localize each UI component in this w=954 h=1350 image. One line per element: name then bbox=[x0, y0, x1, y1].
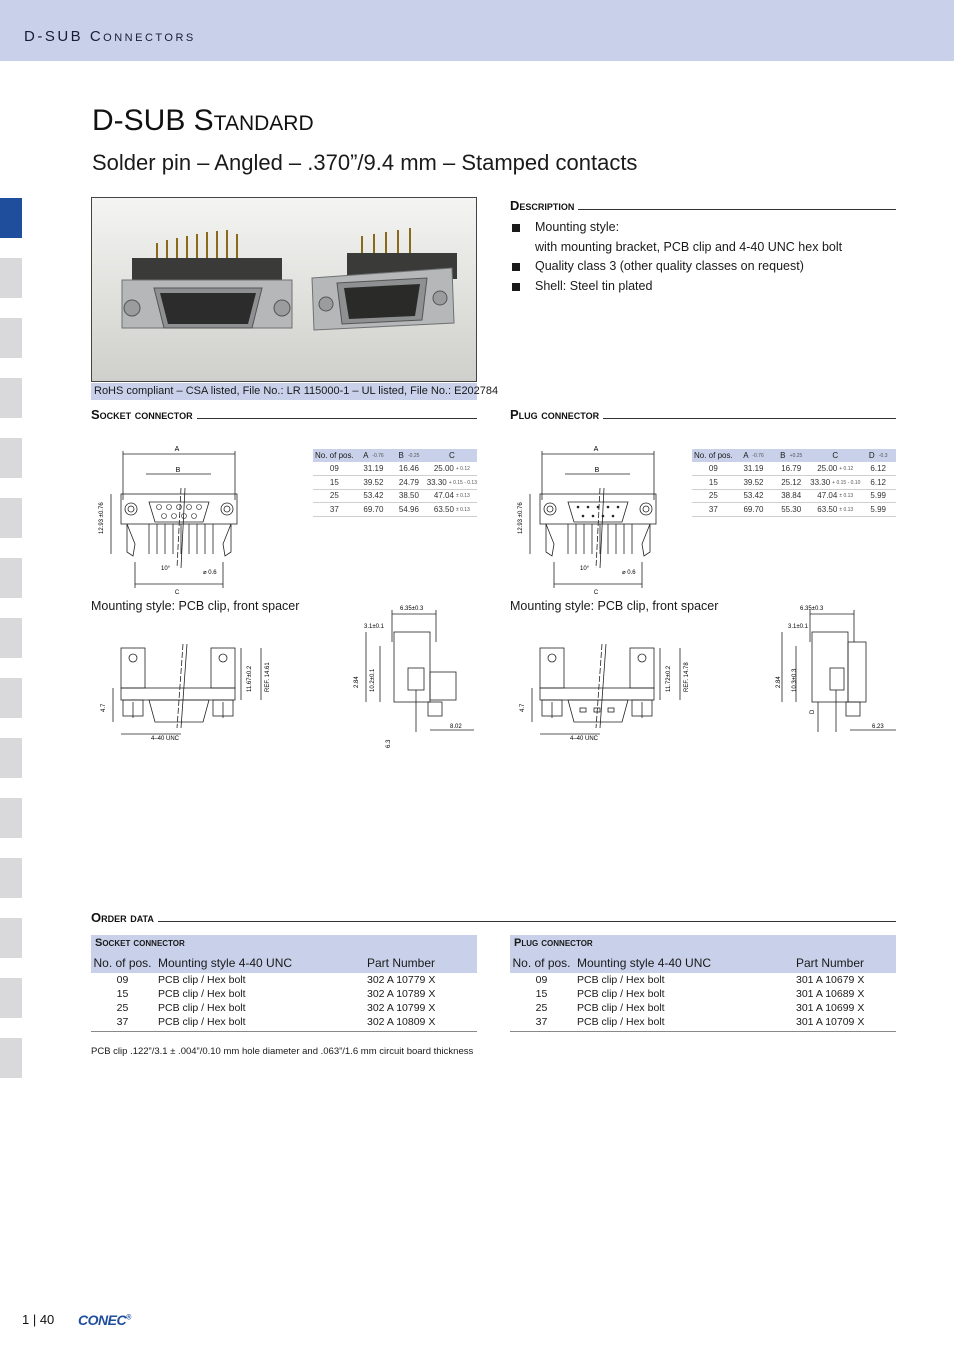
table-row: 37 PCB clip / Hex bolt 301 A 10709 X bbox=[535, 1016, 865, 1028]
side-tab[interactable] bbox=[0, 618, 22, 658]
socket-heading-label: Socket connector bbox=[91, 407, 193, 422]
table-row: 15 PCB clip / Hex bolt 301 A 10689 X bbox=[535, 988, 865, 1000]
heading-rule bbox=[578, 209, 896, 210]
table-row: 25 PCB clip / Hex bolt 302 A 10799 X bbox=[116, 1002, 436, 1014]
table-row: 09 31.19 16.46 25.00 + 0.12 bbox=[313, 462, 477, 476]
page-number: 1 | 40 bbox=[22, 1312, 55, 1327]
plug-mount-side-drawing bbox=[770, 602, 898, 752]
table-row: 15 PCB clip / Hex bolt 302 A 10789 X bbox=[116, 988, 436, 1000]
socket-mount-caption: Mounting style: PCB clip, front spacer bbox=[91, 599, 300, 613]
category-title: D-SUB Connectors bbox=[24, 28, 196, 45]
dim-label-c: C bbox=[174, 590, 180, 596]
socket-mount-front-drawing bbox=[91, 620, 291, 750]
dim-label-ref: REF. 14.78 bbox=[684, 662, 690, 692]
dim-label-d3: 10.2±0.1 bbox=[370, 668, 376, 692]
dim-label-d5: 6.23 bbox=[872, 724, 884, 730]
dim-label-unc: 4–40 UNC bbox=[151, 736, 180, 742]
dim-label-h2: 4.7 bbox=[101, 703, 107, 712]
column-header: No. of pos. bbox=[512, 955, 571, 970]
side-tab[interactable] bbox=[0, 798, 22, 838]
dim-label-d4: D bbox=[810, 709, 816, 714]
page-title: D-SUB Standard bbox=[92, 104, 314, 137]
description-list bbox=[512, 218, 892, 296]
dim-label-angle: 10° bbox=[161, 566, 171, 572]
dim-label-d3: 10.3±0.3 bbox=[792, 668, 798, 692]
table-bottom-rule bbox=[91, 1031, 477, 1032]
conec-logo: CONEC® bbox=[78, 1312, 131, 1328]
side-tab[interactable] bbox=[0, 858, 22, 898]
table-row: 37 69.70 54.96 63.50 ± 0.13 bbox=[313, 503, 477, 517]
table-row: 37 69.70 55.30 63.50 ± 0.13 5.99 bbox=[692, 503, 896, 517]
dim-label-ref: REF. 14.61 bbox=[265, 662, 271, 692]
connector-photo-illustration bbox=[92, 198, 477, 382]
order-table-title: Plug connector bbox=[510, 935, 896, 952]
table-header-row bbox=[313, 449, 477, 462]
order-table-title: Socket connector bbox=[91, 935, 477, 952]
table-header: No. of pos. bbox=[694, 451, 733, 460]
dim-label-h1: 11.67±0.2 bbox=[247, 665, 253, 692]
socket-connector-heading bbox=[91, 407, 477, 422]
plug-dimension-table bbox=[692, 449, 896, 517]
dim-label-c: C bbox=[593, 590, 599, 596]
dim-label-angle: 10° bbox=[580, 566, 590, 572]
column-header: Part Number bbox=[796, 955, 865, 970]
table-header-row bbox=[692, 449, 896, 462]
description-item-text: Shell: Steel tin plated bbox=[535, 278, 653, 293]
table-row: 09 PCB clip / Hex bolt 302 A 10779 X bbox=[116, 974, 436, 986]
dim-label-b: B bbox=[594, 467, 600, 474]
socket-front-drawing bbox=[91, 442, 251, 597]
plug-order-table bbox=[510, 935, 896, 1032]
dim-label-unc: 4–40 UNC bbox=[570, 736, 599, 742]
column-header: Mounting style 4-40 UNC bbox=[158, 955, 293, 970]
page-subtitle: Solder pin – Angled – .370”/9.4 mm – Stamped contacts bbox=[92, 150, 638, 175]
product-photo bbox=[91, 197, 477, 382]
order-heading-label: Order data bbox=[91, 910, 154, 925]
description-item-text: Mounting style: bbox=[535, 220, 620, 234]
table-header: A -0.76 bbox=[735, 449, 773, 462]
socket-dimension-table bbox=[313, 449, 477, 517]
heading-rule bbox=[158, 921, 896, 922]
socket-mount-side-drawing bbox=[350, 602, 478, 752]
side-tab[interactable] bbox=[0, 318, 22, 358]
side-tab[interactable] bbox=[0, 438, 22, 478]
description-item bbox=[512, 277, 892, 297]
table-row: 25 53.42 38.50 47.04 ± 0.13 bbox=[313, 489, 477, 503]
table-row: 15 39.52 24.79 33.30 + 0.15 - 0.13 bbox=[313, 476, 477, 490]
dim-label-d5: 6.3 bbox=[386, 739, 392, 748]
description-item-text: Quality class 3 (other quality classes on request) bbox=[535, 259, 804, 273]
table-header: A -0.76 bbox=[356, 449, 391, 462]
dim-label-height: 12.93 ±0.76 bbox=[99, 502, 105, 534]
order-table-header bbox=[510, 952, 896, 973]
heading-rule bbox=[197, 418, 477, 419]
table-header: C bbox=[810, 449, 860, 462]
description-item bbox=[512, 218, 892, 238]
dim-label-h2: 4.7 bbox=[520, 703, 526, 712]
dim-label-d2: 2.84 bbox=[776, 676, 782, 688]
dim-label-d1: 3.1±0.1 bbox=[364, 624, 384, 630]
order-data-heading bbox=[91, 910, 896, 925]
side-tab[interactable] bbox=[0, 738, 22, 778]
table-header: D -0.3 bbox=[860, 449, 896, 462]
column-header: No. of pos. bbox=[93, 955, 152, 970]
table-row: 25 PCB clip / Hex bolt 301 A 10699 X bbox=[535, 1002, 865, 1014]
dim-label-a: A bbox=[593, 446, 599, 453]
table-header: C bbox=[427, 449, 477, 462]
dim-label-d4: 8.02 bbox=[450, 724, 462, 730]
table-row: 37 PCB clip / Hex bolt 302 A 10809 X bbox=[116, 1016, 436, 1028]
plug-mount-front-drawing bbox=[510, 620, 710, 750]
table-row: 09 PCB clip / Hex bolt 301 A 10679 X bbox=[535, 974, 865, 986]
column-header: Part Number bbox=[367, 955, 436, 970]
side-tab[interactable] bbox=[0, 258, 22, 298]
dim-label-height: 12.93 ±0.76 bbox=[518, 502, 524, 534]
header-band bbox=[0, 0, 954, 61]
dim-label-h1: 11.72±0.2 bbox=[666, 665, 672, 692]
table-header: B -0.25 bbox=[391, 449, 427, 462]
dim-label-a: A bbox=[174, 446, 180, 453]
table-row: 15 39.52 25.12 33.30 + 0.15 - 0.10 6.12 bbox=[692, 476, 896, 490]
side-tab[interactable] bbox=[0, 498, 22, 538]
dim-label-w: 6.35±0.3 bbox=[400, 606, 424, 612]
socket-order-table bbox=[91, 935, 477, 1032]
side-tab[interactable] bbox=[0, 1038, 22, 1078]
footnote: PCB clip .122”/3.1 ± .004”/0.10 mm hole diameter and .063”/1.6 mm circuit board thickness bbox=[91, 1046, 474, 1057]
plug-mount-caption: Mounting style: PCB clip, front spacer bbox=[510, 599, 719, 613]
side-tab[interactable] bbox=[0, 978, 22, 1018]
side-tab[interactable] bbox=[0, 918, 22, 958]
plug-connector-heading bbox=[510, 407, 896, 422]
side-tab-active[interactable] bbox=[0, 198, 22, 238]
description-item bbox=[512, 257, 892, 277]
description-heading-label: Description bbox=[510, 198, 575, 213]
dim-label-hole: ⌀ 0.6 bbox=[203, 570, 217, 576]
table-row: 09 31.19 16.79 25.00 + 0.12 6.12 bbox=[692, 462, 896, 476]
plug-front-drawing bbox=[510, 442, 670, 597]
dim-label-d2: 2.84 bbox=[354, 676, 360, 688]
dim-label-d1: 3.1±0.1 bbox=[788, 624, 808, 630]
description-heading bbox=[510, 198, 896, 213]
table-header: No. of pos. bbox=[315, 451, 354, 460]
column-header: Mounting style 4-40 UNC bbox=[577, 955, 712, 970]
side-tab[interactable] bbox=[0, 558, 22, 598]
rohs-note: RoHS compliant – CSA listed, File No.: LR 115000-1 – UL listed, File No.: E202784 bbox=[91, 383, 477, 400]
side-tab[interactable] bbox=[0, 678, 22, 718]
dim-label-hole: ⌀ 0.6 bbox=[622, 570, 636, 576]
dim-label-w: 6.35±0.3 bbox=[800, 606, 824, 612]
table-row: 25 53.42 38.84 47.04 ± 0.13 5.99 bbox=[692, 489, 896, 503]
dim-label-b: B bbox=[175, 467, 181, 474]
heading-rule bbox=[603, 418, 896, 419]
plug-heading-label: Plug connector bbox=[510, 407, 600, 422]
order-table-header bbox=[91, 952, 477, 973]
table-header: B +0.25 bbox=[772, 449, 810, 462]
side-tab[interactable] bbox=[0, 378, 22, 418]
table-bottom-rule bbox=[510, 1031, 896, 1032]
description-item-continuation: with mounting bracket, PCB clip and 4-40 UNC hex bolt bbox=[535, 239, 843, 254]
